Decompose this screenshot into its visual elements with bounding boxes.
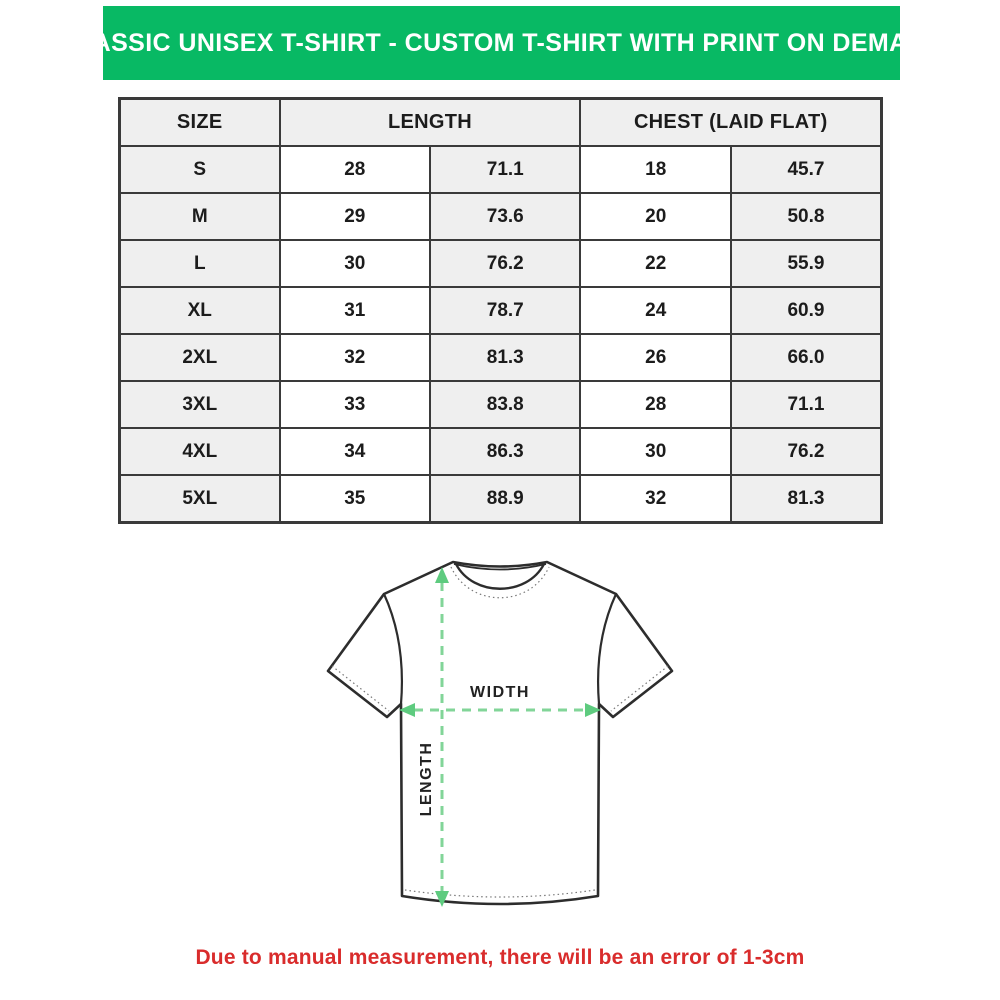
width-label: WIDTH: [470, 684, 530, 701]
chest-in-cell: 18: [580, 146, 730, 193]
length-in-cell: 32: [280, 334, 430, 381]
page-title: CLASSIC UNISEX T-SHIRT - CUSTOM T-SHIRT WITH PRINT ON DEMAND: [58, 28, 945, 57]
size-cell: S: [120, 146, 280, 193]
size-cell: 5XL: [120, 475, 280, 523]
length-in-cell: 28: [280, 146, 430, 193]
length-in-cell: 33: [280, 381, 430, 428]
length-in-cell: 30: [280, 240, 430, 287]
chest-in-cell: 20: [580, 193, 730, 240]
length-in-cell: 34: [280, 428, 430, 475]
length-cm-cell: 86.3: [430, 428, 580, 475]
table-row: [120, 475, 882, 523]
chest-cm-cell: 81.3: [731, 475, 882, 523]
chest-cm-cell: 71.1: [731, 381, 882, 428]
length-cm-cell: 71.1: [430, 146, 580, 193]
size-table: [118, 97, 883, 524]
length-cm-cell: 76.2: [430, 240, 580, 287]
length-in-cell: 31: [280, 287, 430, 334]
table-row: [120, 193, 882, 240]
chest-in-cell: 24: [580, 287, 730, 334]
column-header-chest: CHEST (LAID FLAT): [580, 99, 881, 147]
length-cm-cell: 78.7: [430, 287, 580, 334]
chest-in-cell: 22: [580, 240, 730, 287]
length-cm-cell: 73.6: [430, 193, 580, 240]
chest-in-cell: 30: [580, 428, 730, 475]
column-header-length: LENGTH: [280, 99, 581, 147]
size-cell: 4XL: [120, 428, 280, 475]
length-cm-cell: 88.9: [430, 475, 580, 523]
length-cm-cell: 81.3: [430, 334, 580, 381]
length-cm-cell: 83.8: [430, 381, 580, 428]
chest-cm-cell: 66.0: [731, 334, 882, 381]
table-header-row: [120, 99, 882, 147]
table-row: [120, 381, 882, 428]
title-banner: [58, 6, 945, 80]
chest-in-cell: 28: [580, 381, 730, 428]
chest-cm-cell: 76.2: [731, 428, 882, 475]
table-row: [120, 428, 882, 475]
chest-cm-cell: 55.9: [731, 240, 882, 287]
tshirt-diagram: [310, 540, 700, 940]
size-cell: L: [120, 240, 280, 287]
size-cell: M: [120, 193, 280, 240]
length-label: LENGTH: [418, 741, 435, 817]
length-in-cell: 29: [280, 193, 430, 240]
chest-cm-cell: 50.8: [731, 193, 882, 240]
column-header-size: SIZE: [120, 99, 280, 147]
chest-in-cell: 32: [580, 475, 730, 523]
chest-cm-cell: 45.7: [731, 146, 882, 193]
table-row: [120, 240, 882, 287]
size-cell: XL: [120, 287, 280, 334]
table-row: [120, 334, 882, 381]
table-row: [120, 287, 882, 334]
size-cell: 2XL: [120, 334, 280, 381]
table-row: [120, 146, 882, 193]
tshirt-outline-icon: [328, 562, 672, 904]
chest-cm-cell: 60.9: [731, 287, 882, 334]
length-in-cell: 35: [280, 475, 430, 523]
size-cell: 3XL: [120, 381, 280, 428]
measurement-disclaimer: Due to manual measurement, there will be an error of 1-3cm: [195, 946, 805, 969]
chest-in-cell: 26: [580, 334, 730, 381]
